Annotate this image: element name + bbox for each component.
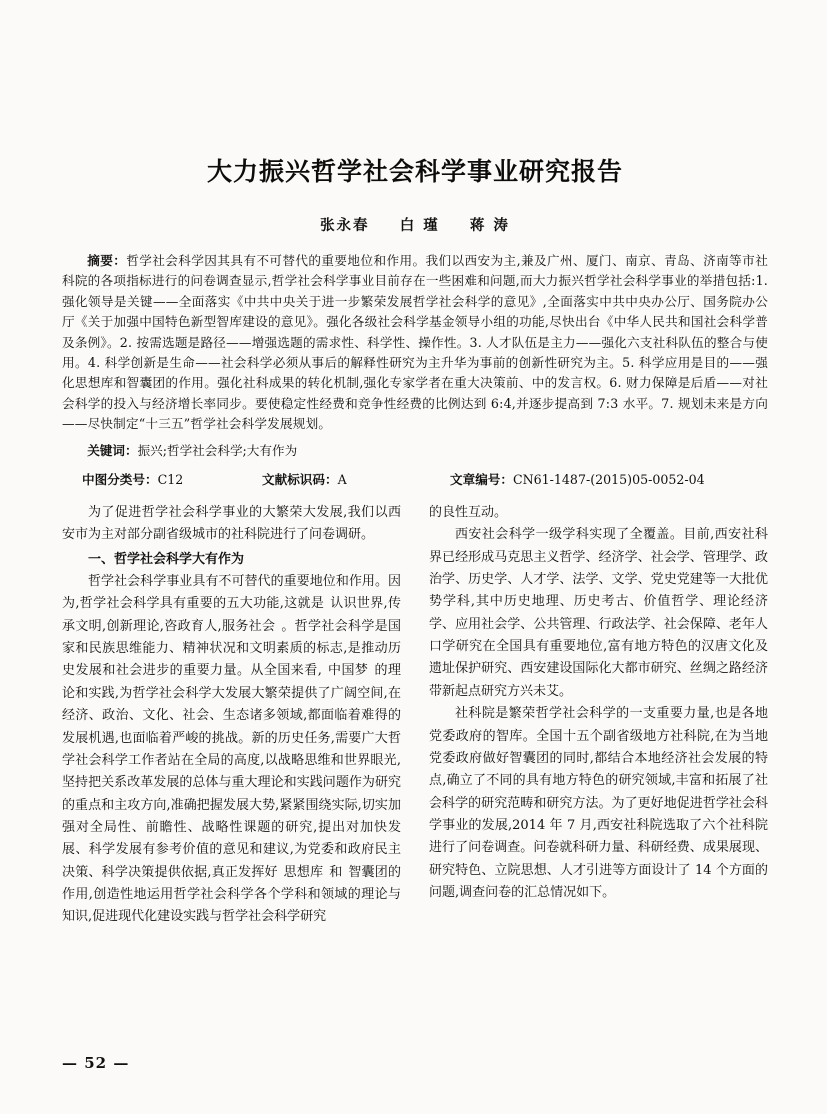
page-title: 大力振兴哲学社会科学事业研究报告 [206,157,623,186]
document-code-label: 文献标识码： [262,471,338,487]
author-name: 蒋 涛 [469,217,510,234]
body-columns [62,502,768,1114]
keywords-block [62,441,768,461]
clc-label: 中图分类号： [82,471,158,487]
section-heading: 一、哲学社会科学大有作为 [88,551,245,567]
paper-content [62,0,768,1114]
article-id-value: CN61-1487-(2015)05-0052-04 [512,471,705,487]
keywords-text: 振兴;哲学社会科学;大有作为 [137,442,298,458]
clc-value: C12 [157,471,184,487]
paragraph: 社科院是繁荣哲学社会科学的一支重要力量,也是各地党委政府的智库。全国十五个副省级地方社科院,在为当地党委政府做好智囊团的同时,都结合本地经济社会发展的特点,确立了不同的具有地方特色的研究领域,丰富和拓展了社会科学的研究范畴和研究方法。为了更好地促进哲学社会科学事业的发展,2014 年 7 月,西安社科院选取了六个社科院进行了问卷调查。问卷就科研力量、科研经费、成果展现、研究特色、立院思想、人才引进等方面设计了 14 个方面的问题,调查问卷的汇总情况如下。 [429,706,768,901]
abstract-text: 哲学社会科学因其具有不可替代的重要地位和作用。我们以西安为主,兼及广州、厦门、南京、青岛、济南等市社科院的各项指标进行的问卷调查显示,哲学社会科学事业目前存在一些困难和问题,而大力振兴哲学社会科学事业的举措包括:1. 强化领导是关键——全面落实《中共中央关于进一步繁荣发展哲学社会科学的意见》,全面落实中共中央办公厅、国务院办公厅《关于加强中国特色新型智库建设的意见》。强化各级社会科学基金领导小组的功能,尽快出台《中华人民共和国社会科学普及条例》。2. 按需选题是路径——增强选题的需求性、科学性、操作性。3. 人才队伍是主力——强化六支社科队伍的整合与使用。4. 科学创新是生命——社会科学必须从事后的解释性研究为主升华为事前的创新性研究为主。5. 科学应用是目的——强化思想库和智囊团的作用。强化社科成果的转化机制,强化专家学者在重大决策前、中的发言权。6. 财力保障是后盾——对社会科学的投入与经济增长率同步。要使稳定性经费和竞争性经费的比例达到 6:4,并逐步提高到 7:3 水平。7. 规划未来是方向——尽快制定“十三五”哲学社会科学发展规划。 [62,253,769,432]
left-column [62,502,401,1114]
article-id-label: 文章编号： [450,471,513,487]
right-column [429,502,768,1114]
abstract-label: 摘要： [87,253,127,268]
author-list [62,214,768,235]
paragraph: 为了促进哲学社会科学事业的大繁荣大发展,我们以西安市为主对部分副省级城市的社科院进行了问卷调研。 [62,504,401,543]
document-code-value: A [337,471,347,487]
page-number: — 52 — [62,1054,130,1072]
document-code [262,469,450,488]
article-id [450,469,705,488]
paragraph: 的良性互动。 [429,504,508,520]
clc-number [82,469,262,488]
keywords-label: 关键词： [87,442,138,458]
author-name: 白 瑾 [399,217,440,234]
metadata-row [62,469,768,488]
paragraph: 西安社会科学一级学科实现了全覆盖。目前,西安社科界已经形成马克思主义哲学、经济学、社会学、管理学、政治学、历史学、人才学、法学、文学、党史党建等一大批优势学科,其中历史地理、历史考古、价值哲学、理论经济学、应用社会学、公共管理、行政法学、社会保障、老年人口学研究在全国具有重要地位,富有地方特色的汉唐文化及遗址保护研究、西安建设国际化大都市研究、丝绸之路经济带新起点研究方兴未艾。 [429,527,768,699]
abstract-block [62,251,768,435]
paragraph: 哲学社会科学事业具有不可替代的重要地位和作用。因为,哲学社会科学具有重要的五大功能,这就是 认识世界,传承文明,创新理论,咨政育人,服务社会 。哲学社会科学是国家和民族思维能力、精神状况和文明素质的标志,是推动历史发展和社会进步的重要力量。从全国来看, 中国梦 的理论和实践,为哲学社会科学大发展大繁荣提供了广阔空间,在经济、政治、文化、社会、生态诸多领域,都面临着难得的发展机遇,也面临着严峻的挑战。新的历史任务,需要广大哲学社会科学工作者站在全局的高度,以战略思维和世界眼光,坚持把关系改革发展的总体与重大理论和实践问题作为研究的重点和主攻方向,准确把握发展大势,紧紧围绕实际,切实加强对全局性、前瞻性、战略性课题的研究,提出对加快发展、科学发展有参考价值的意见和建议,为党委和政府民主决策、科学决策提供依据,真正发挥好 思想库 和 智囊团的作用,创造性地运用哲学社会科学各个学科和领域的理论与知识,促进现代化建设实践与哲学社会科学研究 [62,573,401,925]
author-name: 张永春 [320,217,370,234]
